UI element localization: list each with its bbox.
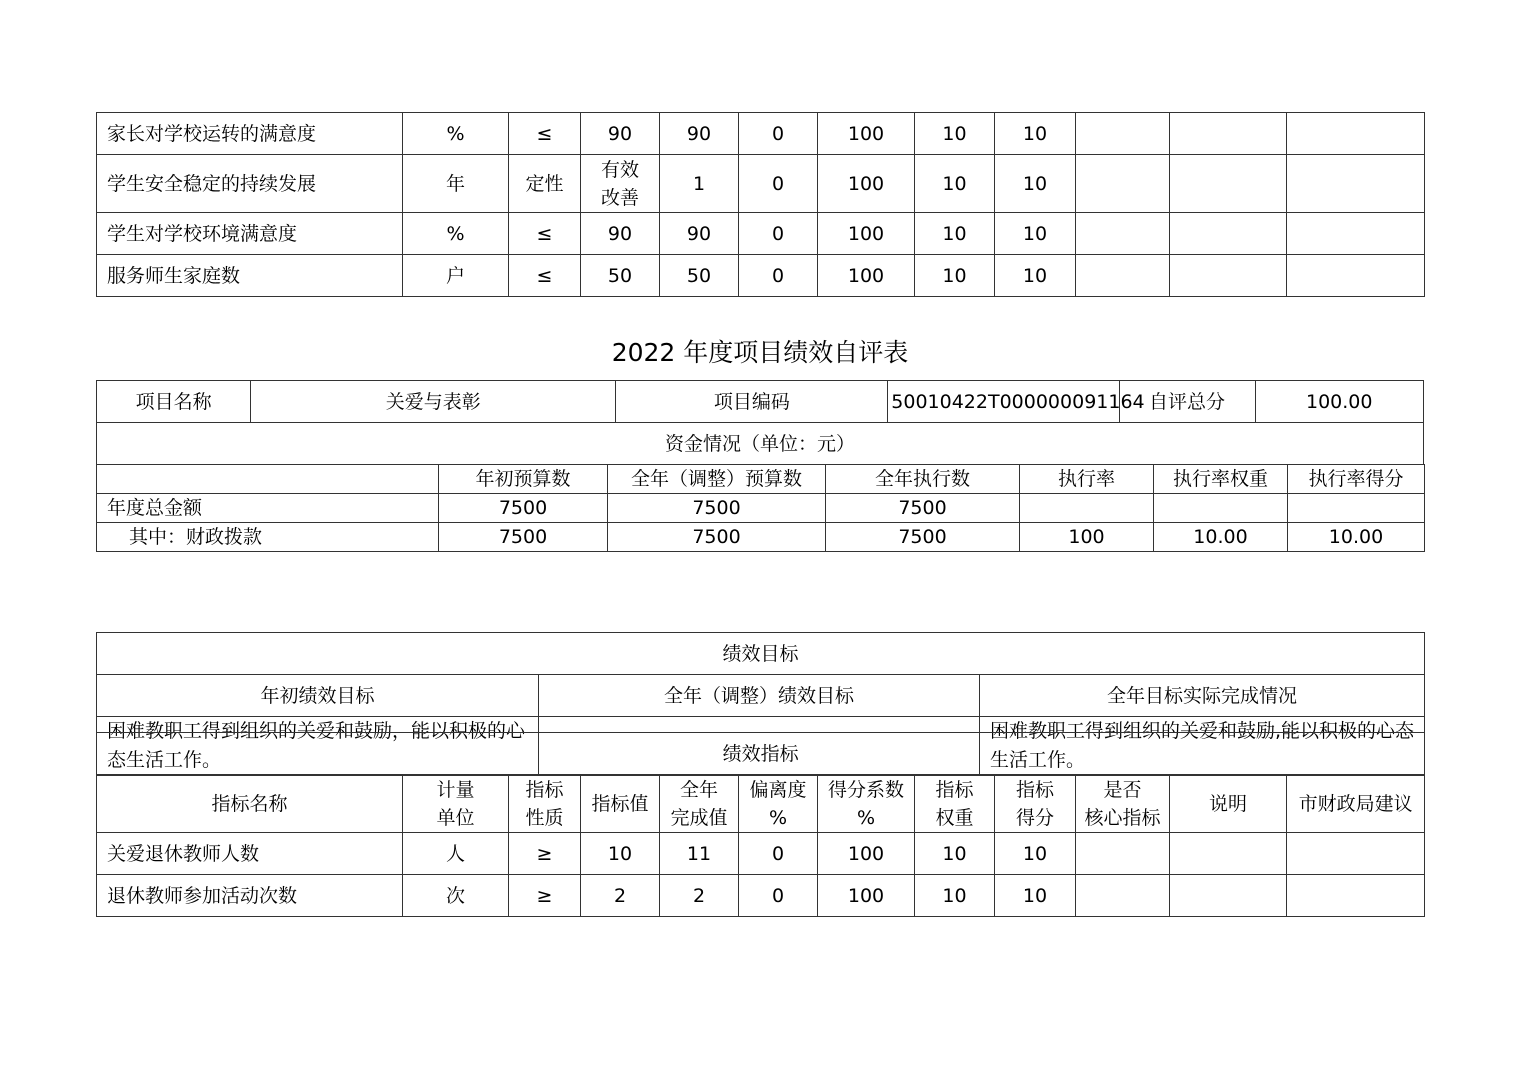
cell-target: 10: [581, 833, 660, 875]
project-code: 50010422T000000091164: [888, 381, 1119, 423]
cell-score: 10: [995, 155, 1076, 213]
cell-core: [1076, 213, 1170, 255]
cell-unit: %: [403, 213, 509, 255]
funds-value: 10.00: [1288, 523, 1425, 552]
cell-weight: 10: [915, 113, 995, 155]
table-row: [97, 113, 1425, 155]
cell-unit: 户: [403, 255, 509, 297]
funds-value: 7500: [826, 523, 1020, 552]
cell-deviation: 0: [739, 213, 818, 255]
indicator-column-header: 说明: [1170, 775, 1287, 833]
cell-coef: 100: [818, 833, 915, 875]
cell-suggestion: [1287, 113, 1425, 155]
cell-suggestion: [1287, 833, 1425, 875]
funds-column-header: 全年执行数: [826, 465, 1020, 494]
funds-value: 7500: [826, 494, 1020, 523]
funds-value: 7500: [439, 523, 608, 552]
funds-value: 7500: [608, 523, 826, 552]
indicator-column-header: 指标 性质: [509, 775, 581, 833]
funds-section-title: 资金情况（单位：元）: [97, 423, 1424, 465]
indicator-column-header: 计量 单位: [403, 775, 509, 833]
indicator-column-header: 指标名称: [97, 775, 403, 833]
funds-column-header: 年初预算数: [439, 465, 608, 494]
page-title: 2022 年度项目绩效自评表: [611, 338, 909, 367]
cell-name: 学生安全稳定的持续发展: [97, 155, 403, 213]
funds-column-header: 执行率得分: [1288, 465, 1425, 494]
cell-core: [1076, 875, 1170, 917]
goal-col-actual: 全年目标实际完成情况: [980, 675, 1425, 717]
total-score: 100.00: [1255, 381, 1424, 423]
table-row: [97, 494, 1425, 523]
cell-unit: 年: [403, 155, 509, 213]
cell-score: 10: [995, 213, 1076, 255]
cell-score: 10: [995, 833, 1076, 875]
goal-actual: 困难教职工得到组织的关爱和鼓励,能以积极的心态生活工作。: [980, 717, 1425, 776]
cell-nature: ≤: [509, 113, 581, 155]
cell-nature: ≤: [509, 213, 581, 255]
cell-note: [1170, 113, 1287, 155]
cell-name: 学生对学校环境满意度: [97, 213, 403, 255]
cell-target: 90: [581, 113, 660, 155]
cell-nature: ≥: [509, 875, 581, 917]
project-code-label: 项目编码: [616, 381, 888, 423]
funds-row-label: 年度总金额: [97, 494, 439, 523]
cell-actual: 2: [660, 875, 739, 917]
indicator-column-header: 指标 得分: [995, 775, 1076, 833]
table-row: [97, 213, 1425, 255]
cell-weight: 10: [915, 255, 995, 297]
funds-value: 7500: [439, 494, 608, 523]
table-row: [97, 875, 1425, 917]
funds-column-header: 执行率: [1020, 465, 1154, 494]
indicators-section-title: 绩效指标: [97, 733, 1425, 775]
funds-value: 100: [1020, 523, 1154, 552]
cell-deviation: 0: [739, 875, 818, 917]
cell-score: 10: [995, 255, 1076, 297]
cell-weight: 10: [915, 155, 995, 213]
cell-name: 家长对学校运转的满意度: [97, 113, 403, 155]
total-score-label: 自评总分: [1119, 381, 1255, 423]
cell-unit: %: [403, 113, 509, 155]
cell-deviation: 0: [739, 113, 818, 155]
project-funds-table: [96, 380, 1424, 465]
cell-deviation: 0: [739, 155, 818, 213]
cell-note: [1170, 255, 1287, 297]
cell-suggestion: [1287, 155, 1425, 213]
project-name: 关爱与表彰: [251, 381, 616, 423]
cell-name: 关爱退休教师人数: [97, 833, 403, 875]
funds-value: [1154, 494, 1288, 523]
cell-actual: 1: [660, 155, 739, 213]
cell-suggestion: [1287, 255, 1425, 297]
indicator-column-header: 得分系数 %: [818, 775, 915, 833]
goal-col-initial: 年初绩效目标: [97, 675, 539, 717]
cell-suggestion: [1287, 875, 1425, 917]
indicator-column-header: 市财政局建议: [1287, 775, 1425, 833]
cell-note: [1170, 875, 1287, 917]
cell-target: 有效 改善: [581, 155, 660, 213]
cell-unit: 人: [403, 833, 509, 875]
cell-weight: 10: [915, 213, 995, 255]
cell-core: [1076, 113, 1170, 155]
cell-coef: 100: [818, 155, 915, 213]
project-name-label: 项目名称: [97, 381, 251, 423]
cell-coef: 100: [818, 213, 915, 255]
cell-deviation: 0: [739, 833, 818, 875]
cell-name: 服务师生家庭数: [97, 255, 403, 297]
cell-coef: 100: [818, 255, 915, 297]
table-row: [97, 833, 1425, 875]
indicator-column-header: 指标 权重: [915, 775, 995, 833]
cell-target: 90: [581, 213, 660, 255]
funds-detail-table: [96, 464, 1425, 552]
table-row: [97, 523, 1425, 552]
cell-core: [1076, 255, 1170, 297]
cell-name: 退休教师参加活动次数: [97, 875, 403, 917]
cell-nature: ≥: [509, 833, 581, 875]
funds-column-header: 全年（调整）预算数: [608, 465, 826, 494]
funds-header-row: [97, 465, 1425, 494]
cell-note: [1170, 833, 1287, 875]
cell-coef: 100: [818, 875, 915, 917]
goal-col-adjusted: 全年（调整）绩效目标: [539, 675, 980, 717]
cell-nature: ≤: [509, 255, 581, 297]
cell-note: [1170, 213, 1287, 255]
cell-actual: 50: [660, 255, 739, 297]
indicator-column-header: 全年 完成值: [660, 775, 739, 833]
cell-deviation: 0: [739, 255, 818, 297]
funds-row-label: 其中：财政拨款: [97, 523, 439, 552]
cell-nature: 定性: [509, 155, 581, 213]
funds-value: [1020, 494, 1154, 523]
indicator-table-continued: [96, 112, 1425, 297]
indicator-column-header: 是否 核心指标: [1076, 775, 1170, 833]
funds-value: 10.00: [1154, 523, 1288, 552]
cell-coef: 100: [818, 113, 915, 155]
table-row: [97, 255, 1425, 297]
cell-actual: 90: [660, 213, 739, 255]
cell-target: 2: [581, 875, 660, 917]
funds-header-blank: [97, 465, 439, 494]
goals-section-title: 绩效目标: [97, 633, 1425, 675]
cell-actual: 90: [660, 113, 739, 155]
cell-unit: 次: [403, 875, 509, 917]
cell-note: [1170, 155, 1287, 213]
cell-target: 50: [581, 255, 660, 297]
cell-suggestion: [1287, 213, 1425, 255]
cell-weight: 10: [915, 833, 995, 875]
cell-score: 10: [995, 875, 1076, 917]
cell-weight: 10: [915, 875, 995, 917]
cell-core: [1076, 155, 1170, 213]
indicator-column-header: 偏离度 %: [739, 775, 818, 833]
cell-actual: 11: [660, 833, 739, 875]
funds-value: 7500: [608, 494, 826, 523]
cell-core: [1076, 833, 1170, 875]
table-row: [97, 155, 1425, 213]
funds-value: [1288, 494, 1425, 523]
goal-initial: 困难教职工得到组织的关爱和鼓励，能以积极的心态生活工作。: [97, 717, 539, 776]
indicator-column-header: 指标值: [581, 775, 660, 833]
indicators-table: [96, 732, 1425, 917]
cell-score: 10: [995, 113, 1076, 155]
funds-column-header: 执行率权重: [1154, 465, 1288, 494]
